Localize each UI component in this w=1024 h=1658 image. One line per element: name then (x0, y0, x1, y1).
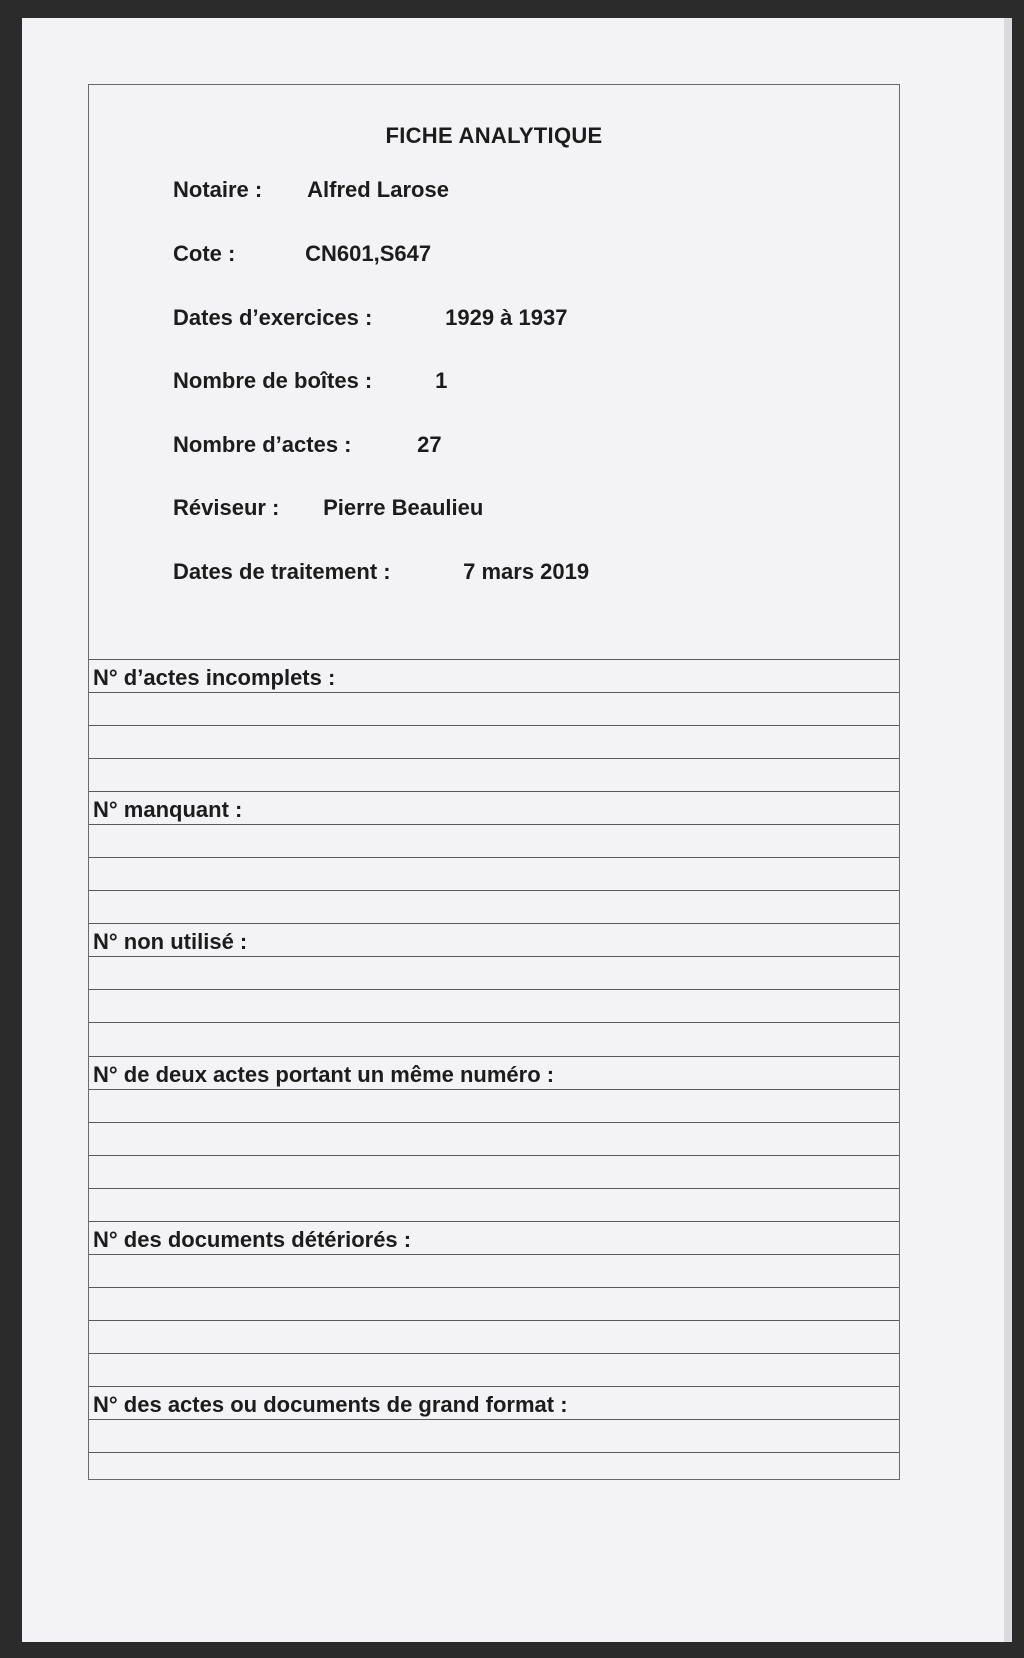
rule-line (89, 1122, 899, 1123)
rule-line (89, 824, 899, 825)
rule-line (89, 857, 899, 858)
dates-traitement-value: 7 mars 2019 (463, 559, 590, 584)
rule-line (89, 1221, 899, 1222)
notaire-value: Alfred Larose (307, 177, 449, 202)
nombre-boites-label: Nombre de boîtes : (173, 368, 373, 393)
section-grand-format: N° des actes ou documents de grand format : (93, 1392, 568, 1417)
notaire-label: Notaire : (173, 177, 263, 202)
rule-line (89, 725, 899, 726)
sheet-edge (1004, 18, 1012, 1642)
dates-traitement-label: Dates de traitement : (173, 559, 391, 584)
rule-line (89, 1386, 899, 1387)
rule-line (89, 1320, 899, 1321)
dates-exercices-label: Dates d’exercices : (173, 305, 373, 330)
rule-line (89, 791, 899, 792)
nombre-actes-value: 27 (417, 432, 442, 457)
field-nombre-boites (173, 368, 447, 394)
section-actes-incomplets: N° d’actes incomplets : (93, 665, 336, 690)
rule-line (89, 1419, 899, 1420)
rule-line (89, 758, 899, 759)
nombre-boites-value: 1 (435, 368, 448, 393)
field-nombre-actes (173, 432, 442, 458)
rule-line (89, 989, 899, 990)
cote-label: Cote : (173, 241, 236, 266)
section-non-utilise: N° non utilisé : (93, 929, 248, 954)
dates-exercices-value: 1929 à 1937 (445, 305, 568, 330)
field-dates-exercices (173, 305, 567, 331)
form-title: FICHE ANALYTIQUE (385, 123, 603, 148)
rule-line (89, 1188, 899, 1189)
reviseur-value: Pierre Beaulieu (323, 495, 484, 520)
rule-line (89, 692, 899, 693)
rule-line (89, 956, 899, 957)
field-notaire (173, 177, 449, 203)
rule-line (89, 1353, 899, 1354)
section-manquant: N° manquant : (93, 797, 243, 822)
section-deux-actes: N° de deux actes portant un même numéro : (93, 1062, 555, 1087)
rule-line (89, 923, 899, 924)
reviseur-label: Réviseur : (173, 495, 280, 520)
cote-value: CN601,S647 (305, 241, 432, 266)
rule-line (89, 1452, 899, 1453)
rule-line (89, 1287, 899, 1288)
field-reviseur (173, 495, 483, 521)
field-dates-traitement (173, 559, 589, 585)
rule-line (89, 659, 899, 660)
rule-line (89, 1022, 899, 1023)
rule-line (89, 1089, 899, 1090)
rule-line (89, 1056, 899, 1057)
nombre-actes-label: Nombre d’actes : (173, 432, 352, 457)
rule-line (89, 1155, 899, 1156)
rule-line (89, 890, 899, 891)
rule-line (89, 1254, 899, 1255)
section-deteriores: N° des documents détériorés : (93, 1227, 412, 1252)
analytic-form (88, 84, 900, 1480)
field-cote (173, 241, 431, 267)
